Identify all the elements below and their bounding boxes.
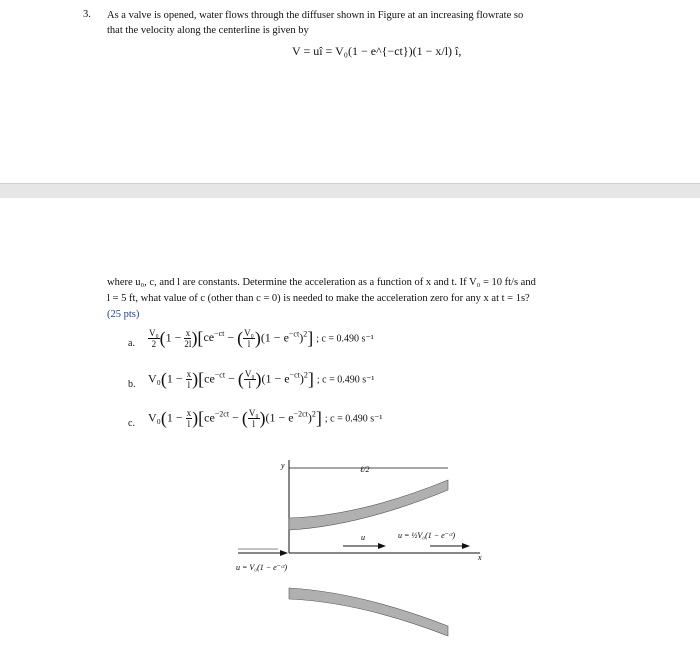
page-bottom — [0, 198, 700, 662]
u-outlet-label: u = ½V₀(1 − e⁻ᶜᵗ) — [398, 531, 456, 540]
upper-wall — [289, 480, 448, 530]
option-a-c: ; c = 0.490 s⁻¹ — [316, 333, 374, 345]
problem-number: 3. — [83, 9, 91, 20]
mid-arrow-head — [378, 543, 386, 549]
velocity-equation-text: V = uî = V₀(1 − e^{−ct})(1 − x/l) î, — [292, 44, 462, 58]
x-label: x — [478, 553, 482, 562]
option-b-c: ; c = 0.490 s⁻¹ — [316, 374, 375, 386]
intro-line-2: that the velocity along the centerline is given by — [107, 25, 309, 36]
y-label: y — [281, 461, 285, 470]
lower-wall — [289, 588, 448, 636]
points: (25 pts) — [107, 309, 140, 320]
option-a-letter: a. — [128, 338, 135, 349]
page-top — [0, 0, 700, 183]
diffuser-figure — [0, 198, 700, 662]
page-gap — [0, 183, 700, 199]
option-b-letter: b. — [128, 379, 136, 390]
body-line-1: where u₀, c, and l are constants. Determine the acceleration as a function of x and t. If V₀ = 10 ft/s and — [107, 277, 536, 288]
body-line-2: l = 5 ft, what value of c (other than c = 0) is needed to make the acceleration zero for any x at t = 1s? — [107, 293, 530, 304]
option-c-letter: c. — [128, 418, 135, 429]
inlet-arrow-head — [280, 550, 288, 556]
velocity-equation — [292, 44, 461, 59]
option-a-formula: $\frac{\text{V₀}}{2}$ (1 − $\frac{x}{2l}$ )[$ce^{-ct}$ − ( $\frac{\text{V₀}}{l}$ )$(1 - e^{-ct})^2$] ; c = 0.490 s⁻¹ — [149, 328, 374, 349]
l2-label: ℓ/2 — [360, 465, 370, 474]
option-b-formula: V₀(1 − $\frac{x}{l}$ )[$ce^{-ct}$ − ( $\frac{\text{V₀}}{l}$ )$(1 - e^{-ct})^2$] ; c = 0.490 s⁻¹ — [148, 369, 375, 390]
u-inlet-label: u = V₀(1 − e⁻ᶜᵗ) — [236, 563, 288, 572]
u-mid-label: u — [361, 533, 365, 542]
option-c-c: ; c = 0.490 s⁻¹ — [324, 413, 383, 425]
outlet-arrow-head — [462, 543, 470, 549]
option-c-formula: V₀(1 − $\frac{x}{l}$ )[$ce^{-2ct}$ − ( $\frac{\text{V₀}}{l}$ )$(1 - e^{-2ct})^2$] ; c = 0.490 s⁻¹ — [148, 408, 383, 429]
intro-line-1: As a valve is opened, water flows through the diffuser shown in Figure at an increasing flowrate so — [107, 10, 524, 21]
